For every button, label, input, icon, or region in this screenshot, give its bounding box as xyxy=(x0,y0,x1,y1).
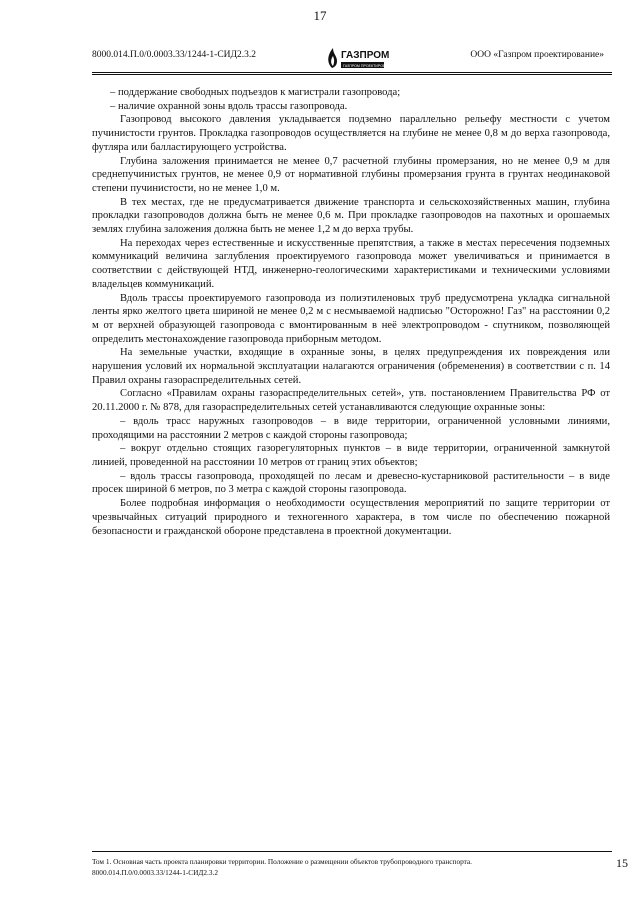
header-divider-second xyxy=(92,74,612,75)
header-divider xyxy=(92,72,612,73)
header-company: ООО «Газпром проектирование» xyxy=(470,50,604,60)
paragraph-1: – поддержание свободных подъездов к магистрали газопровода; xyxy=(110,87,401,98)
footer-doc-code: 8000.014.П.0/0.0003.33/1244-1-СИД2.3.2 xyxy=(92,868,218,877)
paragraph-9: Согласно «Правилам охраны газораспределительных сетей», утв. постановлением Правительства РФ от 20.11.2000 г. № 878, для газораспределительных сетей устанавливаются следующие охранные зоны: xyxy=(92,388,610,414)
footer-divider xyxy=(92,851,612,852)
paragraph-8: На земельные участки, входящие в охранные зоны, в целях предупреждения их повреждения или нарушения условий их нормальной эксплуатации налагаются ограничения (обременения) в соответствии с п. 14 Правил охраны газораспределительных сетей. xyxy=(92,347,610,386)
page-number-footer: 15 xyxy=(616,856,628,870)
page-footer xyxy=(92,856,612,878)
paragraph-7: Вдоль трассы проектируемого газопровода из полиэтиленовых труб предусмотрена укладка сигнальной ленты ярко желтого цвета шириной не менее 0,2 м с несмываемой надписью "Осторожно! Газ" на расстоянии 0,2 м от верхней образующей газопровода с вмонтированным в неё электропроводом - спутником, позволяющей определить местонахождение газопровода приборным методом. xyxy=(92,292,610,345)
gazprom-logo xyxy=(324,44,396,70)
paragraph-13: Более подробная информация о необходимости осуществления мероприятий по защите территории от чрезвычайных ситуаций природного и техногенного характера, в том числе по обеспечению пожарной безопасности и гражданской обороне представлена в проектной документации. xyxy=(92,498,610,537)
body-text xyxy=(92,86,610,538)
page-number-top: 17 xyxy=(313,8,327,23)
gazprom-flame-icon xyxy=(324,44,396,70)
paragraph-10: – вдоль трасс наружных газопроводов – в виде территории, ограниченной условными линиями, проходящими на расстоянии 2 метров с каждой стороны газопровода; xyxy=(92,415,610,441)
paragraph-4: Глубина заложения принимается не менее 0,7 расчетной глубины промерзания, но не менее 0,9 м для среднепучинистых грунтов, не менее 0,9 от нормативной глубины промерзания грунта в грунтах неодинаковой степени пучинистости, но не менее 1,0 м. xyxy=(92,155,610,194)
page-header xyxy=(92,44,612,70)
paragraph-11: – вокруг отдельно стоящих газорегуляторных пунктов – в виде территории, ограниченной замкнутой линией, проведенной на расстоянии 10 метров от границ этих объектов; xyxy=(92,443,610,468)
paragraph-12: – вдоль трассы газопровода, проходящей по лесам и древесно-кустарниковой растительности – в виде просек шириной 6 метров, по 3 метра с каждой стороны газопровода. xyxy=(92,470,610,496)
paragraph-5: В тех местах, где не предусматривается движение транспорта и сельскохозяйственных машин, глубина прокладки газопроводов должна быть не менее 0,6 м. При прокладке газопроводов на пахотных и орошаемых землях глубина заложения должна быть не менее 1,2 м до верха трубы. xyxy=(92,196,610,236)
paragraph-3: Газопровод высокого давления укладывается подземно параллельно рельефу местности с учетом пучинистости грунтов. Прокладка газопроводов осуществляется на глубине не менее 0,8 м до верха газопровода, футляра или балластирующего устройства. xyxy=(92,114,610,153)
paragraph-2: – наличие охранной зоны вдоль трассы газопровода. xyxy=(110,100,348,112)
logo-subtext: ГАЗПРОМ ПРОЕКТИРОВАНИЕ xyxy=(343,63,396,68)
paragraph-6: На переходах через естественные и искусственные препятствия, а также в местах пересечения подземных коммуникаций величина заглубления проектируемого газопровода может увеличиваться и принимается в соответствии с действующей НТД, инженерно-геологическими характеристиками и техническими условиями владельцев коммуникаций. xyxy=(92,237,610,290)
header-doc-code: 8000.014.П.0/0.0003.33/1244-1-СИД2.3.2 xyxy=(92,50,257,60)
logo-text: ГАЗПРОМ xyxy=(341,50,390,61)
footer-volume-title: Том 1. Основная часть проекта планировки территории. Положение о размещении объектов трубопроводного транспорта. xyxy=(92,857,472,866)
